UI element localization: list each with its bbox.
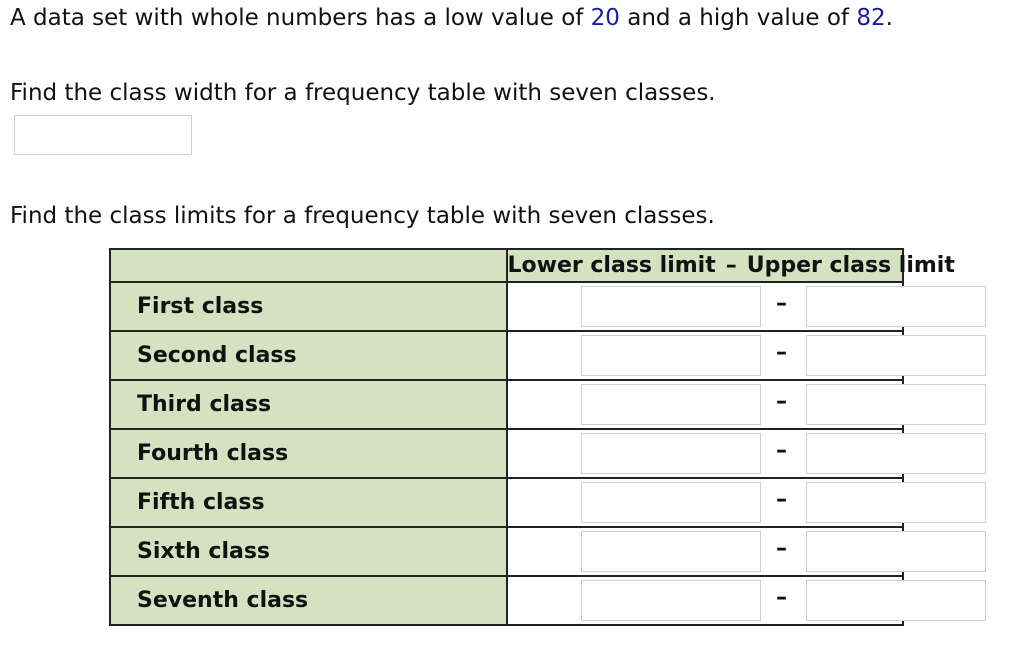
low-value: 20 [590,5,620,31]
table-row [110,380,903,429]
table-row [110,282,903,331]
limits-cell [507,380,904,429]
header-limits-cell [507,249,955,282]
lower-limit-input[interactable] [581,482,761,523]
limits-cell [507,576,904,625]
table-row [110,331,903,380]
header-dash: – [725,253,737,278]
upper-limit-input[interactable] [806,580,986,621]
problem-statement [10,5,893,31]
class-width-input[interactable] [14,115,192,155]
upper-limit-input[interactable] [806,384,986,425]
lower-limit-input[interactable] [581,433,761,474]
header-blank-cell [110,249,507,282]
limits-cell [507,331,904,380]
high-value: 82 [856,5,886,31]
table-row [110,576,903,625]
table-row [110,429,903,478]
lower-limit-input[interactable] [581,531,761,572]
class-limits-question: Find the class limits for a frequency table with seven classes. [10,203,715,229]
lower-limit-input[interactable] [581,286,761,327]
limit-dash: – [776,438,787,463]
class-label: Seventh class [110,576,507,625]
limits-cell [507,527,904,576]
intro-suffix: . [885,5,893,31]
table-header-row [110,249,903,282]
table-row [110,478,903,527]
lower-limit-input[interactable] [581,580,761,621]
limit-dash: – [776,536,787,561]
intro-middle: and a high value of [619,5,857,31]
limit-dash: – [776,340,787,365]
upper-limit-input[interactable] [806,482,986,523]
class-width-question: Find the class width for a frequency table with seven classes. [10,80,716,106]
limit-dash: – [776,487,787,512]
intro-prefix: A data set with whole numbers has a low value of [10,5,591,31]
limits-cell [507,282,904,331]
limit-dash: – [776,585,787,610]
header-lower-limit: Lower class limit [507,253,716,278]
class-limits-table [109,248,955,626]
class-label: Fourth class [110,429,507,478]
class-label: Sixth class [110,527,507,576]
upper-limit-input[interactable] [806,335,986,376]
lower-limit-input[interactable] [581,384,761,425]
upper-limit-input[interactable] [806,531,986,572]
class-label: Third class [110,380,507,429]
header-upper-limit: Upper class limit [746,253,955,278]
limits-cell [507,429,904,478]
class-label: Fifth class [110,478,507,527]
lower-limit-input[interactable] [581,335,761,376]
limit-dash: – [776,291,787,316]
class-label: First class [110,282,507,331]
upper-limit-input[interactable] [806,433,986,474]
class-label: Second class [110,331,507,380]
limit-dash: – [776,389,787,414]
limits-cell [507,478,904,527]
table-row [110,527,903,576]
upper-limit-input[interactable] [806,286,986,327]
